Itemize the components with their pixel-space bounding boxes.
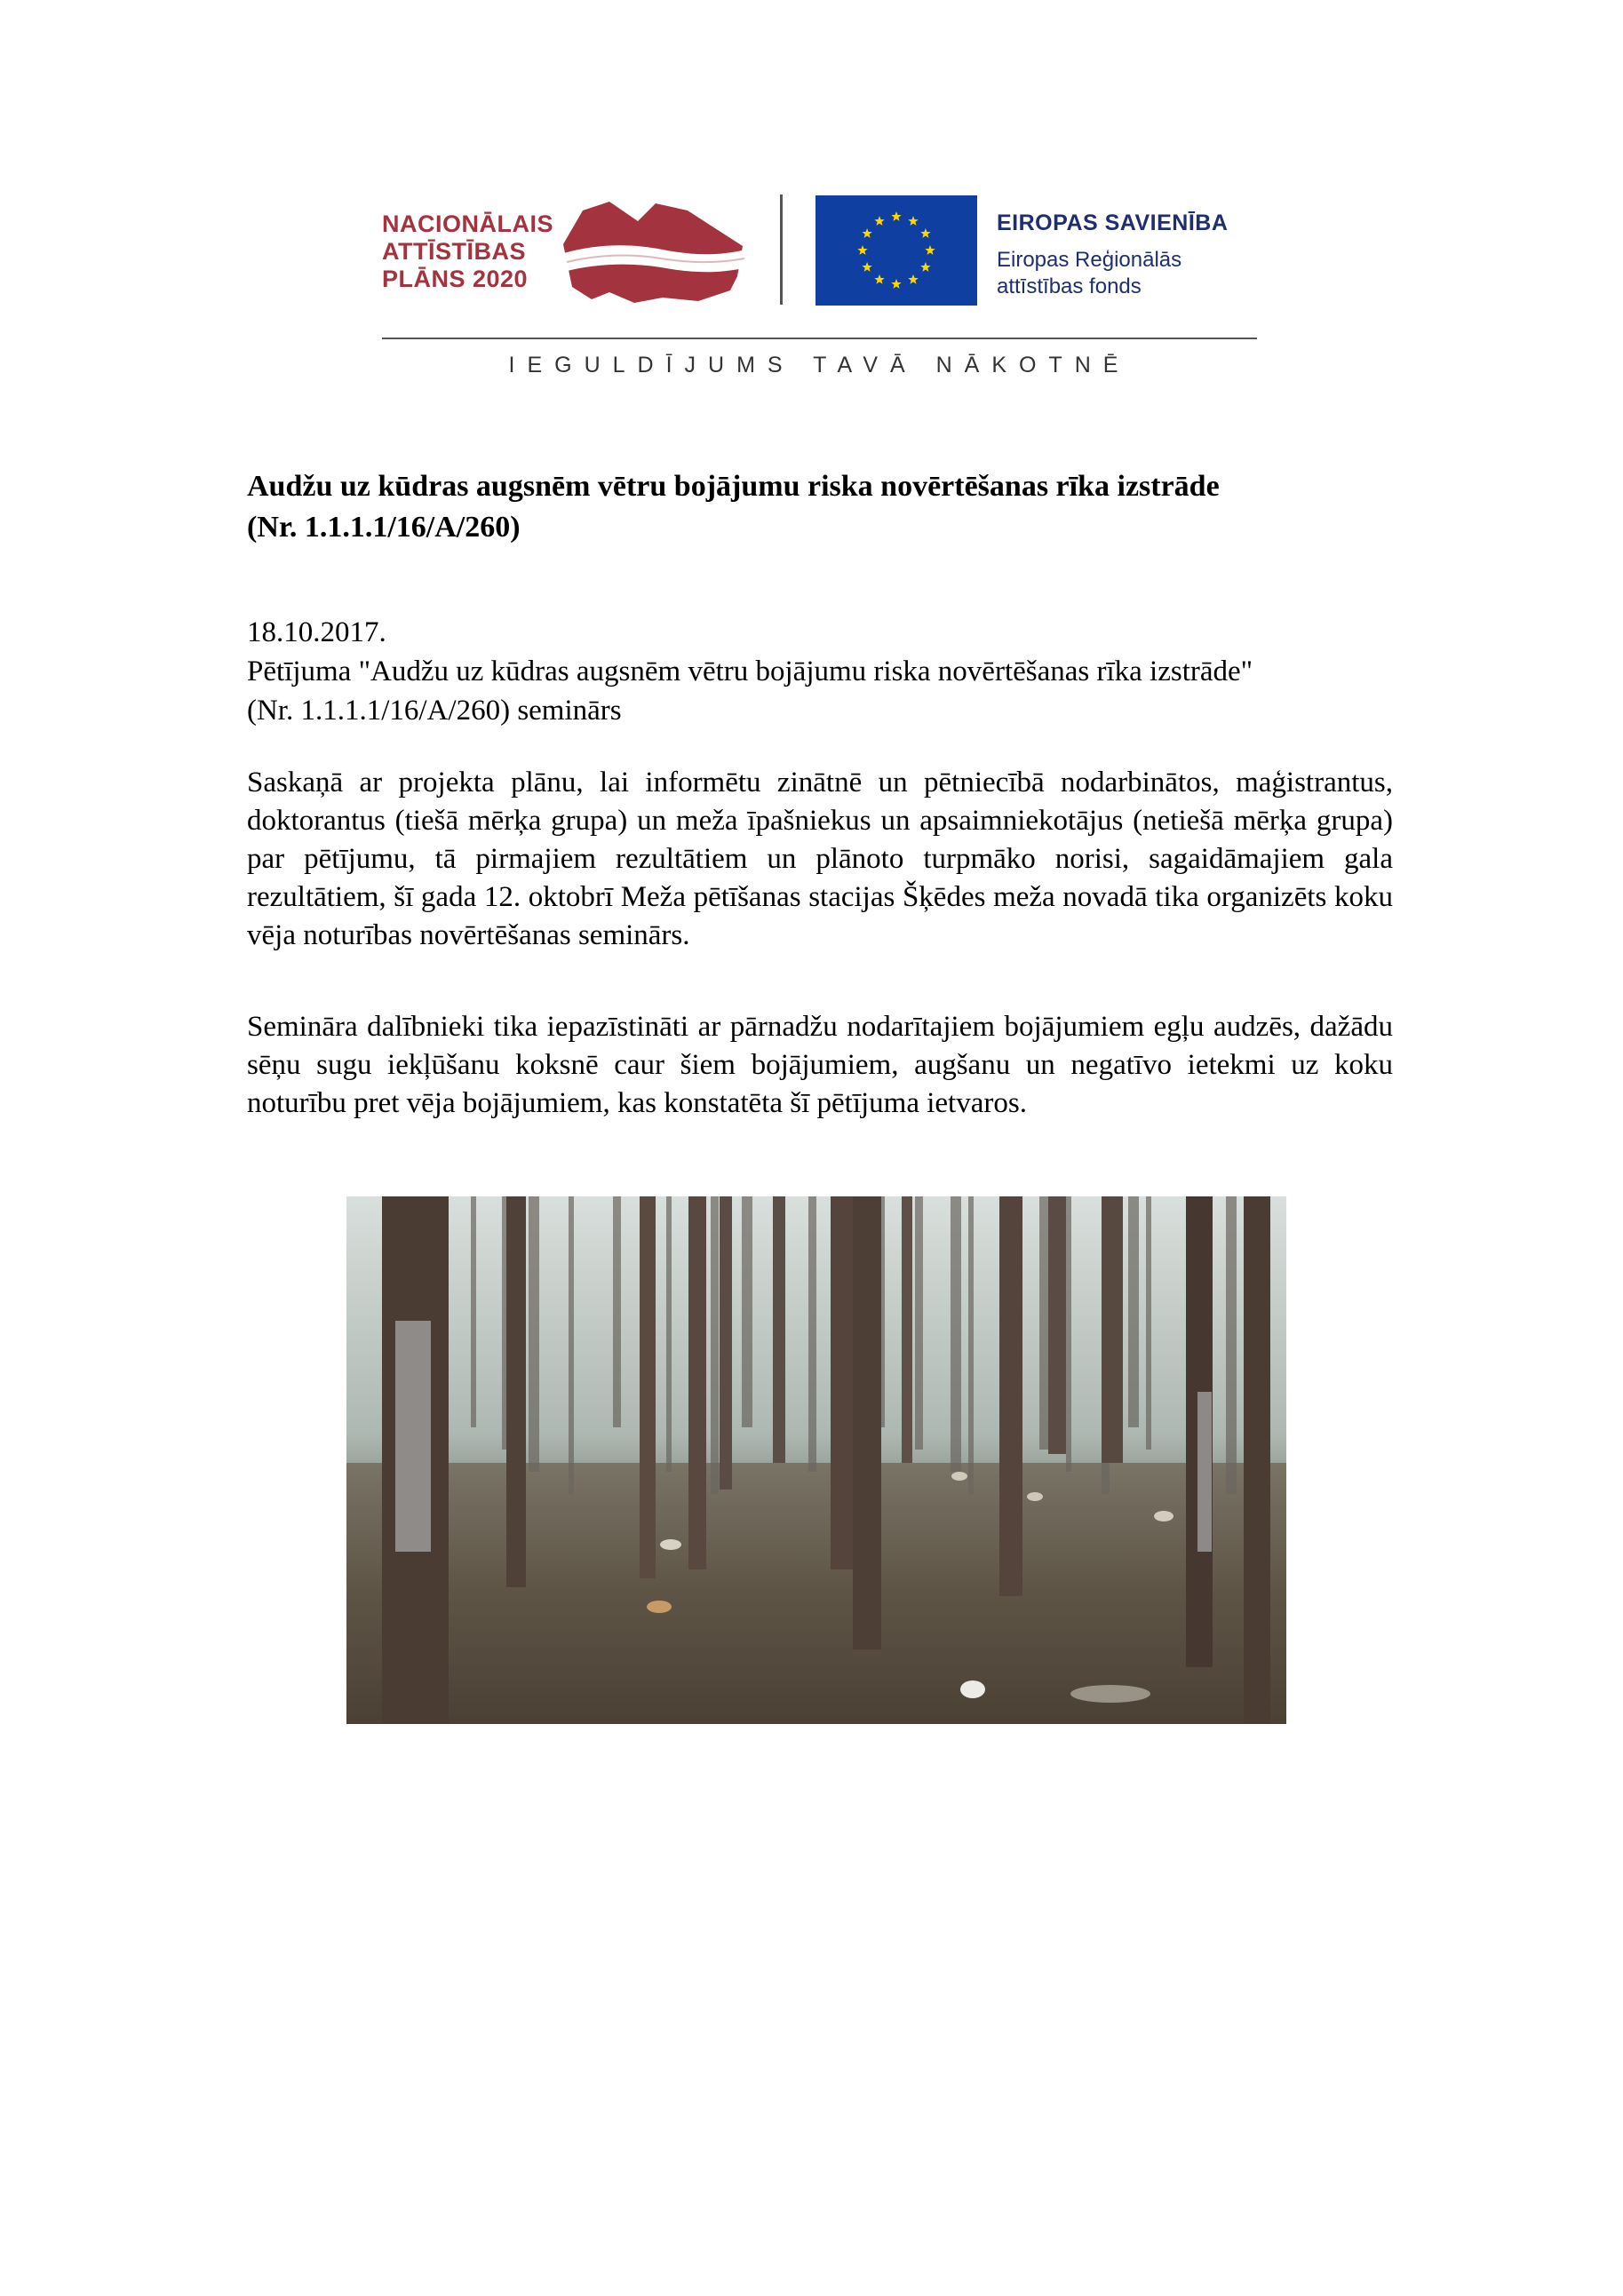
tree-trunk	[902, 1196, 912, 1463]
title-line-1: Audžu uz kūdras augsnēm vētru bojājumu riska novērtēšanas rīka izstrāde	[247, 470, 1220, 503]
eu-flag-icon	[815, 195, 977, 306]
background-tree	[1146, 1196, 1151, 1450]
tree-trunk	[506, 1196, 526, 1587]
tree-trunk	[1244, 1196, 1270, 1724]
nap-logo-line-2: ATTĪSTĪBAS	[382, 238, 526, 265]
tree-trunk	[640, 1196, 656, 1578]
background-tree	[711, 1196, 719, 1494]
logo-divider	[780, 195, 783, 305]
seminar-heading-line-2: (Nr. 1.1.1.1/16/A/260) seminārs	[247, 695, 622, 727]
tree-trunk	[999, 1196, 1022, 1596]
date: 18.10.2017.	[247, 616, 386, 648]
background-tree	[1128, 1196, 1139, 1427]
eu-title: EIROPAS SAVIENĪBA	[997, 211, 1229, 235]
logo-header	[382, 191, 1257, 324]
tree-trunk	[831, 1196, 854, 1569]
forest-photo	[346, 1196, 1286, 1724]
background-tree	[613, 1196, 621, 1427]
background-tree	[1066, 1196, 1071, 1472]
paragraph-1: Saskaņā ar projekta plānu, lai informētu zinātnē un pētniecībā nodarbinātos, maģistrantus, doktorantus (tiešā mērķa grupa) un meža īpašniekus un apsaimniekotājus (netiešā mērķa grupa) par pētījumu, tā pirmajiem rezultātiem un plānoto turpmāko norisi, sagaidāmajiem gala rezultātiem, šī gada 12. oktobrī Meža pētīšanas stacijas Šķēdes meža novadā tika organizēts koku vēja noturības novērtēšanas seminārs.	[247, 767, 1393, 951]
tree-trunk	[1048, 1196, 1066, 1454]
tree-trunk	[720, 1196, 732, 1490]
nap-logo-text	[382, 211, 560, 293]
tree-trunk	[773, 1196, 785, 1463]
header-rule	[382, 338, 1257, 339]
eu-fund-line-2: attīstības fonds	[997, 274, 1142, 298]
background-tree	[529, 1196, 539, 1472]
bark-damage-mark	[1197, 1392, 1212, 1552]
eu-fund-line-1: Eiropas Reģionālās	[997, 248, 1182, 272]
document-title	[247, 466, 1393, 548]
slogan: IEGULDĪJUMS TAVĀ NĀKOTNĒ	[508, 353, 1131, 377]
title-line-2: (Nr. 1.1.1.1/16/A/260)	[247, 511, 521, 544]
tree-trunk	[688, 1196, 706, 1569]
background-tree	[742, 1196, 752, 1427]
nap-logo-line-1: NACIONĀLAIS	[382, 211, 553, 237]
background-tree	[471, 1196, 476, 1427]
background-tree	[968, 1196, 974, 1494]
paragraph-2: Semināra dalībnieki tika iepazīstināti ar pārnadžu nodarītajiem bojājumiem egļu audzēs, dažādu sēņu sugu iekļūšanu koksnē caur šiem bojājumiem, augšanu un negatīvo ietekmi uz koku noturību pret vēja bojājumiem, kas konstatēta šī pētījuma ietvaros.	[247, 1011, 1393, 1119]
tree-trunk	[853, 1196, 881, 1649]
bark-damage-mark	[395, 1321, 431, 1552]
seminar-heading-line-1: Pētījuma "Audžu uz kūdras augsnēm vētru bojājumu riska novērtēšanas rīka izstrāde"	[247, 655, 1253, 687]
background-tree	[951, 1196, 961, 1472]
background-tree	[569, 1196, 574, 1494]
seminar-info	[247, 613, 1393, 730]
background-tree	[666, 1196, 672, 1472]
latvia-map-icon	[556, 191, 750, 306]
background-tree	[915, 1196, 923, 1450]
background-tree	[808, 1196, 816, 1472]
tree-trunk	[1102, 1196, 1123, 1463]
background-tree	[1226, 1196, 1237, 1494]
eu-logo-text	[997, 211, 1263, 300]
nap-logo-line-3: PLĀNS 2020	[382, 266, 529, 292]
